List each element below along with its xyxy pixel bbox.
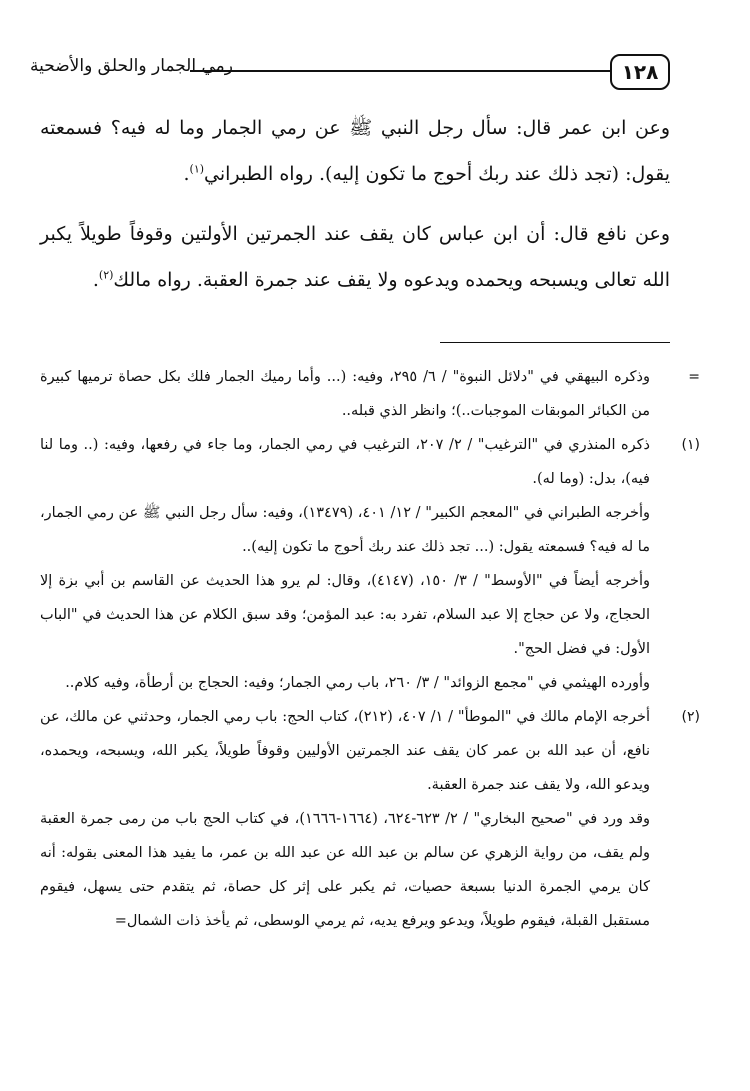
- footnote-mark: (٢): [681, 709, 700, 725]
- main-paragraph: وعن نافع قال: أن ابن عباس كان يقف عند الجمرتين الأولتين وقوفاً طويلاً يكبر الله تعالى ويسبحه ويحمده ويدعوه ولا يقف عند جمرة العقبة. رواه مالك$^{(٢)}$.: [40, 223, 670, 291]
- page-number: ١٢٨: [610, 54, 670, 90]
- footnote-line: وأورده الهيثمي في "مجمع الزوائد" / ٣/ ٢٦٠، باب رمي الجمار؛ وفيه: الحجاج بن أرطأة، وفيه كلام..: [65, 675, 650, 691]
- footnote-separator: [440, 342, 670, 343]
- footnote-line: وقد ورد في "صحيح البخاري" / ٢/ ٦٢٣-٦٢٤، (١٦٦٤-١٦٦٦)، في كتاب الحج باب من رمى جمرة العقبة ولم يقف، من رواية الزهري عن سالم بن عبد الله عن عبد الله بن عمر، ما يفيد هذا المعنى بقوله: أنه كان يرمي الجمرة الدنيا بسبعة حصيات، ثم يكبر على إثر كل حصاة، ثم يتقدم حتى يسهل، فيقوم مستقبل القبلة، فيقوم طويلاً، ويدعو ويرفع يديه، ثم يرمي الوسطى، ثم يأخذ ذات الشمال=: [40, 811, 651, 929]
- footnote-line: وأخرجه أيضاً في "الأوسط" / ٣/ ١٥٠، (٤١٤٧)، وقال: لم يرو هذا الحديث عن القاسم بن أبي بزة إلا الحجاج، ولا عن حجاج إلا عبد السلام، تفرد به: عبد المؤمن؛ وقد سبق الكلام عن هذا الحديث في "الباب الأول: في فضل الحج".: [40, 573, 650, 657]
- footnote-mark: (١): [681, 437, 700, 453]
- chapter-title: رمي الجمار والحلق والأضحية: [30, 56, 233, 76]
- header-rule: [190, 70, 612, 72]
- footnote-line: ذكره المنذري في "الترغيب" / ٢/ ٢٠٧، الترغيب في رمي الجمار، وما جاء في رفعها، وفيه: (.. وما لنا فيه)، بدل: (وما له).: [40, 437, 651, 487]
- footnote-ref: (٢): [98, 268, 114, 282]
- footnotes: [40, 360, 700, 938]
- footnote-mark: =: [688, 369, 700, 385]
- footnote-continuation: [40, 360, 700, 428]
- footnote-line: أخرجه الإمام مالك في "الموطأ" / ١/ ٤٠٧، (٢١٢)، كتاب الحج: باب رمي الجمار، وحدثني عن مالك، عن نافع، أن عبد الله بن عمر كان يقف عند الجمرتين الأوليين وقوفاً طويلاً، يكبر الله، ويسبحه، ويحمده، ويدعو الله، ولا يقف عند جمرة العقبة.: [40, 709, 651, 793]
- footnote-1: [40, 428, 700, 700]
- footnote-ref: (١): [189, 162, 205, 176]
- main-text: [40, 105, 670, 317]
- footnote-2: [40, 700, 700, 938]
- footnote-line: وأخرجه الطبراني في "المعجم الكبير" / ١٢/ ٤٠١، (١٣٤٧٩)، وفيه: سأل رجل النبي ﷺ عن رمي الجمار، ما له فيه؟ فسمعته يقول: (... تجد ذلك عند ربك أحوج ما تكون إليه)..: [40, 505, 650, 555]
- page-header: [30, 50, 670, 90]
- main-paragraph: وعن ابن عمر قال: سأل رجل النبي ﷺ عن رمي الجمار وما له فيه؟ فسمعته يقول: (تجد ذلك عند ربك أحوج ما تكون إليه). رواه الطبراني$^{(١)}$.: [40, 117, 670, 185]
- footnote-line: وذكره البيهقي في "دلائل النبوة" / ٦/ ٢٩٥، وفيه: (... وأما رميك الجمار فلك بكل حصاة ترميها كبيرة من الكبائر الموبقات الموجبات..)؛ وانظر الذي قبله..: [40, 369, 650, 419]
